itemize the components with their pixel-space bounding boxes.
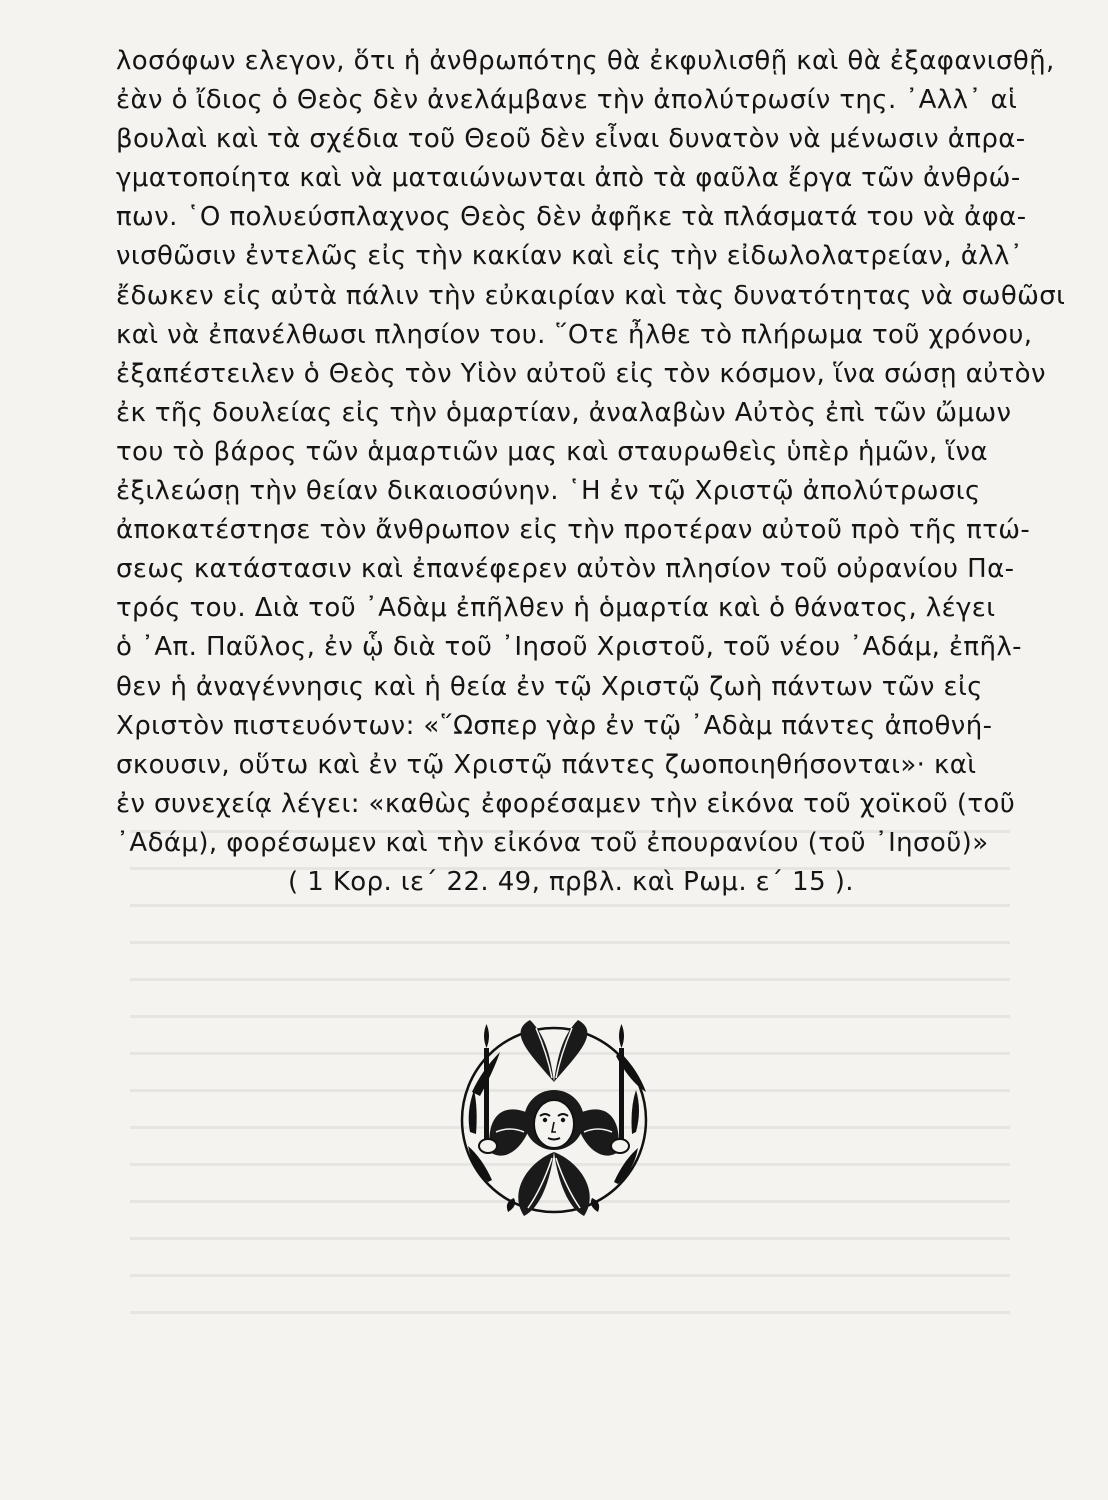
text-line: ἐκ τῆς δουλείας εἰς τὴν ὁμαρτίαν, ἀναλαβὼν Αὐτὸς ἐπὶ τῶν ὤμων: [116, 397, 1012, 428]
text-line: ᾿Αδάμ), φορέσωμεν καὶ τὴν εἰκόνα τοῦ ἐπουρανίου (τοῦ ᾿Ιησοῦ)»: [116, 827, 989, 858]
text-line: ἐξαπέστειλεν ὁ Θεὸς τὸν Υἱὸν αὐτοῦ εἰς τὸν κόσμον, ἵνα σώσῃ αὐτὸν: [116, 358, 1046, 389]
text-line: ἐξιλεώσῃ τὴν θείαν δικαιοσύνην. ῾Η ἐν τῷ Χριστῷ ἀπολύτρωσις: [116, 476, 981, 507]
text-line: πων. ῾Ο πολυεύσπλαχνος Θεὸς δὲν ἀφῆκε τὰ πλάσματά του νὰ ἀφα-: [116, 202, 1027, 233]
text-line: καὶ νὰ ἐπανέλθωσι πλησίον του. ῞Οτε ἦλθε τὸ πλήρωμα τοῦ χρόνου,: [116, 319, 1033, 350]
text-line: νισθῶσιν ἐντελῶς εἰς τὴν κακίαν καὶ εἰς τὴν εἰδωλολατρείαν, ἀλλ᾿: [116, 241, 1024, 272]
text-line: λοσόφων ελεγον, ὅτι ἡ ἀνθρωπότης θὰ ἐκφυλισθῇ καὶ θὰ ἐξαφανισθῇ,: [116, 46, 1055, 76]
text-line: ἐὰν ὁ ἴδιος ὁ Θεὸς δὲν ἀνελάμβανε τὴν ἀπολύτρωσίν της. ᾿Αλλ᾿ αἱ: [116, 85, 1018, 116]
text-line: ὁ ᾿Απ. Παῦλος, ἐν ᾧ διὰ τοῦ ᾿Ιησοῦ Χριστοῦ, τοῦ νέου ᾿Αδάμ, ἐπῆλ-: [116, 632, 1022, 663]
text-line: ἐν συνεχείᾳ λέγει: «καθὼς ἐφορέσαμεν τὴν εἰκόνα τοῦ χοϊκοῦ (τοῦ: [116, 788, 1016, 819]
text-line: τρός του. Διὰ τοῦ ᾿Αδὰμ ἐπῆλθεν ἡ ὁμαρτία καὶ ὁ θάνατος, λέγει: [116, 593, 996, 624]
text-line: του τὸ βάρος τῶν ἁμαρτιῶν μας καὶ σταυρωθεὶς ὑπὲρ ἡμῶν, ἵνα: [116, 436, 988, 467]
text-line: σεως κατάστασιν καὶ ἐπανέφερεν αὐτὸν πλησίον τοῦ οὐρανίου Πα-: [116, 554, 1015, 585]
text-line: βουλαὶ καὶ τὰ σχέδια τοῦ Θεοῦ δὲν εἶναι δυνατὸν νὰ μένωσιν ἀπρα-: [116, 124, 1026, 155]
seraph-ornament-icon: [448, 1012, 660, 1232]
text-line: Χριστὸν πιστευόντων: «῞Ωσπερ γὰρ ἐν τῷ ᾿Αδὰμ πάντες ἀποθνή-: [116, 710, 993, 741]
text-line: σκουσιν, οὕτω καὶ ἐν τῷ Χριστῷ πάντες ζωοποιηθήσονται»· καὶ: [116, 749, 977, 780]
text-line: ἔδωκεν εἰς αὐτὰ πάλιν τὴν εὐκαιρίαν καὶ τὰς δυνατότητας νὰ σωθῶσι: [116, 280, 1066, 311]
body-paragraph: [116, 42, 1066, 902]
text-line: θεν ἡ ἀναγέννησις καὶ ἡ θεία ἐν τῷ Χριστῷ ζωὴ πάντων τῶν εἰς: [116, 671, 983, 702]
citation-line: ( 1 Κορ. ιε΄ 22. 49, πρβλ. καὶ Ρωμ. ε΄ 15 ).: [288, 866, 854, 897]
text-line: ἀποκατέστησε τὸν ἄνθρωπον εἰς τὴν προτέραν αὐτοῦ πρὸ τῆς πτώ-: [116, 515, 1031, 546]
text-line: γματοποίητα καὶ νὰ ματαιώνωνται ἀπὸ τὰ φαῦλα ἔργα τῶν ἀνθρώ-: [116, 163, 1021, 194]
